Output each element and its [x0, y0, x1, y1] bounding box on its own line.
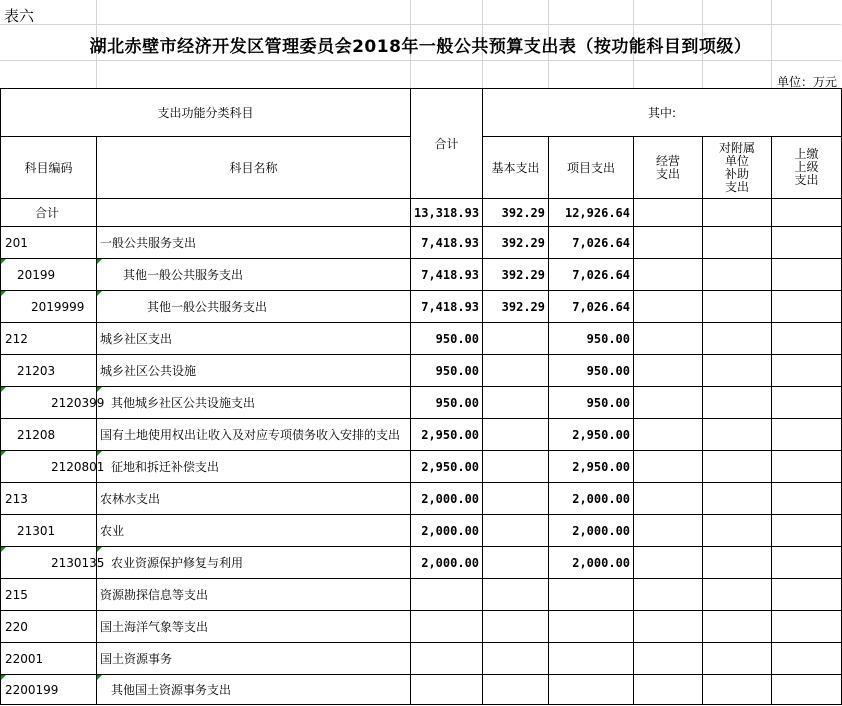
total-cell: 2,950.00 [411, 419, 483, 451]
basic-cell: 392.29 [483, 227, 549, 259]
operating-cell [634, 483, 703, 515]
code-cell: 212 [1, 323, 97, 355]
header-operating: 经营 支出 [634, 137, 703, 199]
header-total: 合计 [411, 89, 483, 199]
name-cell: 城乡社区公共设施 [97, 355, 411, 387]
remit-cell [772, 227, 842, 259]
total-cell: 2,950.00 [411, 451, 483, 483]
total-cell: 950.00 [411, 355, 483, 387]
name-cell: 其他一般公共服务支出 [97, 259, 411, 291]
remit-cell [772, 675, 842, 705]
project-cell: 7,026.64 [549, 291, 634, 323]
total-cell: 13,318.93 [411, 199, 483, 227]
table-row [1, 259, 842, 291]
project-cell: 2,000.00 [549, 547, 634, 579]
name-cell: 国土资源事务 [97, 643, 411, 675]
total-cell [411, 611, 483, 643]
header-project: 项目支出 [549, 137, 634, 199]
header-name: 科目名称 [97, 137, 411, 199]
subsidy-cell [703, 547, 772, 579]
table-row [1, 643, 842, 675]
remit-cell [772, 291, 842, 323]
total-cell: 2,000.00 [411, 547, 483, 579]
header-code: 科目编码 [1, 137, 97, 199]
subsidy-cell [703, 611, 772, 643]
remit-cell [772, 451, 842, 483]
subsidy-cell [703, 227, 772, 259]
table-row [1, 199, 842, 227]
total-cell: 2,000.00 [411, 515, 483, 547]
basic-cell: 392.29 [483, 291, 549, 323]
code-cell: 2019999 [1, 291, 97, 323]
subsidy-cell [703, 579, 772, 611]
project-cell: 950.00 [549, 323, 634, 355]
total-cell [411, 579, 483, 611]
table-row [1, 355, 842, 387]
subsidy-cell [703, 387, 772, 419]
table-row [1, 483, 842, 515]
project-cell: 2,000.00 [549, 515, 634, 547]
name-cell: 资源勘探信息等支出 [97, 579, 411, 611]
subsidy-cell [703, 323, 772, 355]
basic-cell: 392.29 [483, 199, 549, 227]
operating-cell [634, 419, 703, 451]
operating-cell [634, 547, 703, 579]
basic-cell [483, 675, 549, 705]
name-cell: 一般公共服务支出 [97, 227, 411, 259]
project-cell [549, 611, 634, 643]
total-cell: 950.00 [411, 323, 483, 355]
project-cell: 12,926.64 [549, 199, 634, 227]
remit-cell [772, 643, 842, 675]
remit-cell [772, 579, 842, 611]
operating-cell [634, 259, 703, 291]
remit-cell [772, 483, 842, 515]
basic-cell: 392.29 [483, 259, 549, 291]
basic-cell [483, 515, 549, 547]
total-cell: 2,000.00 [411, 483, 483, 515]
operating-cell [634, 579, 703, 611]
operating-cell [634, 227, 703, 259]
code-cell: 21301 [1, 515, 97, 547]
project-cell: 2,950.00 [549, 419, 634, 451]
table-row [1, 451, 842, 483]
table-row [1, 227, 842, 259]
code-cell: 201 [1, 227, 97, 259]
table-row [1, 419, 842, 451]
operating-cell [634, 323, 703, 355]
subsidy-cell [703, 643, 772, 675]
operating-cell [634, 451, 703, 483]
code-cell: 213 [1, 483, 97, 515]
table-row [1, 611, 842, 643]
remit-cell [772, 355, 842, 387]
basic-cell [483, 579, 549, 611]
operating-cell [634, 355, 703, 387]
name-cell: 其他城乡社区公共设施支出 [97, 387, 411, 419]
basic-cell [483, 419, 549, 451]
table-row [1, 515, 842, 547]
table-row [1, 579, 842, 611]
remit-cell [772, 199, 842, 227]
basic-cell [483, 547, 549, 579]
code-cell: 220 [1, 611, 97, 643]
name-cell [97, 199, 411, 227]
operating-cell [634, 515, 703, 547]
subsidy-cell [703, 483, 772, 515]
project-cell: 2,000.00 [549, 483, 634, 515]
operating-cell [634, 291, 703, 323]
code-cell: 21208 [1, 419, 97, 451]
table-row [1, 291, 842, 323]
subsidy-cell [703, 355, 772, 387]
header-remit: 上缴 上级 支出 [772, 137, 842, 199]
name-cell: 国有土地使用权出让收入及对应专项债务收入安排的支出 [97, 419, 411, 451]
basic-cell [483, 643, 549, 675]
header-basic: 基本支出 [483, 137, 549, 199]
subsidy-cell [703, 419, 772, 451]
table-row [1, 547, 842, 579]
code-cell: 2120399 [1, 387, 97, 419]
basic-cell [483, 355, 549, 387]
code-cell: 22001 [1, 643, 97, 675]
total-cell: 7,418.93 [411, 259, 483, 291]
operating-cell [634, 199, 703, 227]
project-cell: 2,950.00 [549, 451, 634, 483]
project-cell: 950.00 [549, 355, 634, 387]
budget-table [0, 88, 842, 705]
subsidy-cell [703, 291, 772, 323]
name-cell: 其他一般公共服务支出 [97, 291, 411, 323]
total-cell: 950.00 [411, 387, 483, 419]
total-cell: 7,418.93 [411, 291, 483, 323]
project-cell: 7,026.64 [549, 259, 634, 291]
operating-cell [634, 643, 703, 675]
page-title: 湖北赤壁市经济开发区管理委员会2018年一般公共预算支出表（按功能科目到项级） [89, 37, 752, 57]
name-cell: 农业 [97, 515, 411, 547]
project-cell [549, 675, 634, 705]
operating-cell [634, 675, 703, 705]
code-cell: 2130135 [1, 547, 97, 579]
basic-cell [483, 451, 549, 483]
subsidy-cell [703, 675, 772, 705]
name-cell: 征地和拆迁补偿支出 [97, 451, 411, 483]
basic-cell [483, 483, 549, 515]
name-cell: 农业资源保护修复与利用 [97, 547, 411, 579]
table-row [1, 675, 842, 705]
code-cell: 21203 [1, 355, 97, 387]
subsidy-cell [703, 199, 772, 227]
unit-label: 单位：万元 [776, 75, 837, 89]
header-subsidy: 对附属 单位 补助 支出 [703, 137, 772, 199]
name-cell: 国土海洋气象等支出 [97, 611, 411, 643]
total-cell: 7,418.93 [411, 227, 483, 259]
remit-cell [772, 547, 842, 579]
sheet-label: 表六 [4, 7, 35, 25]
name-cell: 城乡社区支出 [97, 323, 411, 355]
code-cell: 合计 [1, 199, 97, 227]
remit-cell [772, 323, 842, 355]
project-cell: 950.00 [549, 387, 634, 419]
project-cell [549, 643, 634, 675]
total-cell [411, 643, 483, 675]
code-cell: 2200199 [1, 675, 97, 705]
code-cell: 215 [1, 579, 97, 611]
table-row [1, 323, 842, 355]
basic-cell [483, 611, 549, 643]
remit-cell [772, 387, 842, 419]
operating-cell [634, 387, 703, 419]
operating-cell [634, 611, 703, 643]
header-category: 支出功能分类科目 [1, 89, 411, 137]
header-among: 其中: [483, 89, 842, 137]
basic-cell [483, 323, 549, 355]
project-cell [549, 579, 634, 611]
table-row [1, 387, 842, 419]
name-cell: 农林水支出 [97, 483, 411, 515]
remit-cell [772, 259, 842, 291]
code-cell: 2120801 [1, 451, 97, 483]
code-cell: 20199 [1, 259, 97, 291]
total-cell [411, 675, 483, 705]
subsidy-cell [703, 515, 772, 547]
subsidy-cell [703, 259, 772, 291]
subsidy-cell [703, 451, 772, 483]
remit-cell [772, 611, 842, 643]
basic-cell [483, 387, 549, 419]
name-cell: 其他国土资源事务支出 [97, 675, 411, 705]
project-cell: 7,026.64 [549, 227, 634, 259]
remit-cell [772, 419, 842, 451]
remit-cell [772, 515, 842, 547]
